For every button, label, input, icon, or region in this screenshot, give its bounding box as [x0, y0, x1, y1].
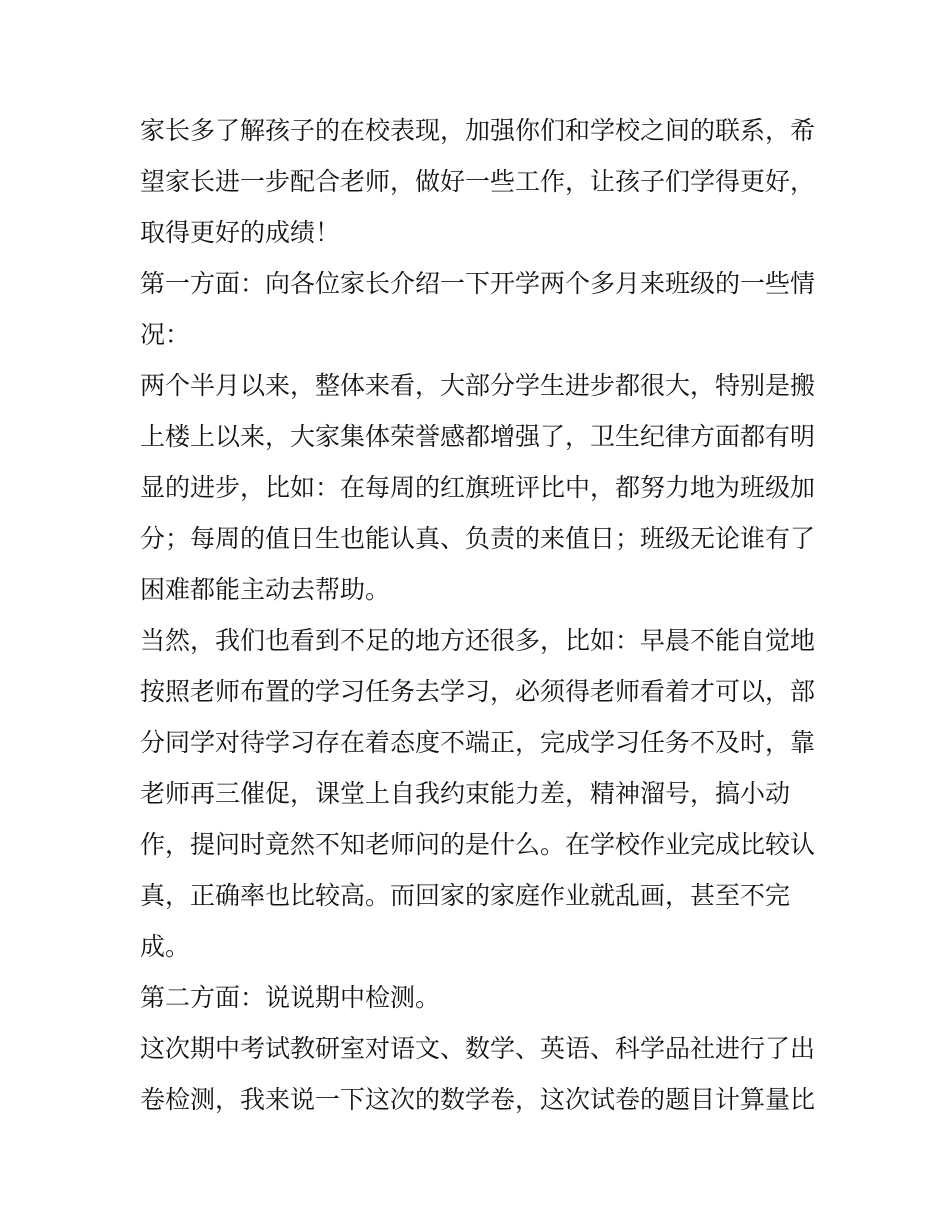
- text-line: 按照老师布置的学习任务去学习，必须得老师看着才可以，部: [140, 677, 816, 706]
- text-line: 取得更好的成绩！: [140, 218, 341, 247]
- text-line: 作，提问时竟然不知老师问的是什么。在学校作业完成比较认: [140, 830, 816, 859]
- text-line: 两个半月以来，整体来看，大部分学生进步都很大，特别是搬: [140, 371, 816, 400]
- document-body: [140, 105, 830, 1125]
- section-heading-line: 况：: [140, 320, 191, 349]
- text-line: 家长多了解孩子的在校表现，加强你们和学校之间的联系，希: [140, 116, 816, 145]
- text-line: 真，正确率也比较高。而回家的家庭作业就乱画，甚至不完: [140, 881, 791, 910]
- text-line: 这次期中考试教研室对语文、数学、英语、科学品社进行了出: [140, 1034, 816, 1063]
- text-line: 困难都能主动去帮助。: [140, 575, 391, 604]
- text-line: 分同学对待学习存在着态度不端正，完成学习任务不及时，靠: [140, 728, 816, 757]
- text-line: 老师再三催促，课堂上自我约束能力差，精神溜号，搞小动: [140, 779, 791, 808]
- section-heading-line: 第二方面：说说期中检测。: [140, 983, 441, 1012]
- text-line: 显的进步，比如：在每周的红旗班评比中，都努力地为班级加: [140, 473, 816, 502]
- text-line: 卷检测，我来说一下这次的数学卷，这次试卷的题目计算量比: [140, 1085, 816, 1114]
- text-line: 上楼上以来，大家集体荣誉感都增强了，卫生纪律方面都有明: [140, 422, 816, 451]
- text-line: 望家长进一步配合老师，做好一些工作，让孩子们学得更好，: [140, 167, 816, 196]
- text-line: 分；每周的值日生也能认真、负责的来值日；班级无论谁有了: [140, 524, 816, 553]
- text-line: 当然，我们也看到不足的地方还很多，比如：早晨不能自觉地: [140, 626, 816, 655]
- text-line: 成。: [140, 932, 191, 961]
- section-heading-line: 第一方面：向各位家长介绍一下开学两个多月来班级的一些情: [140, 269, 816, 298]
